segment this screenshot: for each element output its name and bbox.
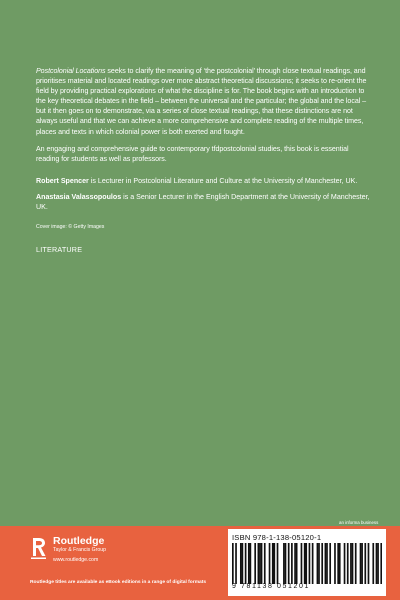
publisher-group: Taylor & Francis Group xyxy=(53,547,107,553)
cover-credit: Cover image: © Getty Images xyxy=(36,224,105,231)
author-bio-1 xyxy=(36,176,370,186)
author-name: Robert Spencer xyxy=(36,176,89,185)
barcode-digits: 9 781138 051201 xyxy=(232,583,310,590)
barcode-graphic xyxy=(232,543,382,584)
ebook-note: Routledge titles are available as eBook editions in a range of digital formats xyxy=(30,580,207,585)
barcode-panel xyxy=(228,529,386,596)
book-title: Postcolonial Locations xyxy=(36,67,106,75)
isbn-text: ISBN 978-1-138-05120-1 xyxy=(232,533,322,542)
publisher-logo xyxy=(30,536,106,564)
author-bio-text: is a Senior Lecturer in the English Department at the University of Manchester, UK. xyxy=(36,192,370,212)
subject-category: LITERATURE xyxy=(36,245,83,255)
author-bio-2 xyxy=(36,192,370,212)
author-name: Anastasia Valassopoulos xyxy=(36,192,122,201)
blurb-text: seeks to clarify the meaning of ‘the postcolonial’ through close textual readings, and prioritises material and located readings over more abstract theoretical discussions; it seeks to re-orient the field by providing practical explorations of what the discipline is for. The book begins with an introduction to the key theoretical debates in the field – between the universal and the particular; the global and the local – but it then goes on to demonstrate, via a series of close textual readings, that these distinctions are not always useful and that we can achieve a more comprehensive and complete reading of the multiple times, places and texts in which colonial power is both exerted and fought. xyxy=(36,67,367,136)
routledge-logo-icon xyxy=(30,536,48,560)
back-cover-text xyxy=(36,66,370,254)
blurb-paragraph-1 xyxy=(36,66,370,137)
blurb-paragraph-2: An engaging and comprehensive guide to contemporary tfdpostcolonial studies, this book is essential reading for students as well as professors. xyxy=(36,144,349,163)
author-bio-text: is Lecturer in Postcolonial Literature and Culture at the University of Manchester, UK. xyxy=(88,176,358,185)
publisher-name: Routledge xyxy=(53,535,105,547)
publisher-website: www.routledge.com xyxy=(53,557,99,563)
informa-tagline: an informa business xyxy=(339,520,379,525)
